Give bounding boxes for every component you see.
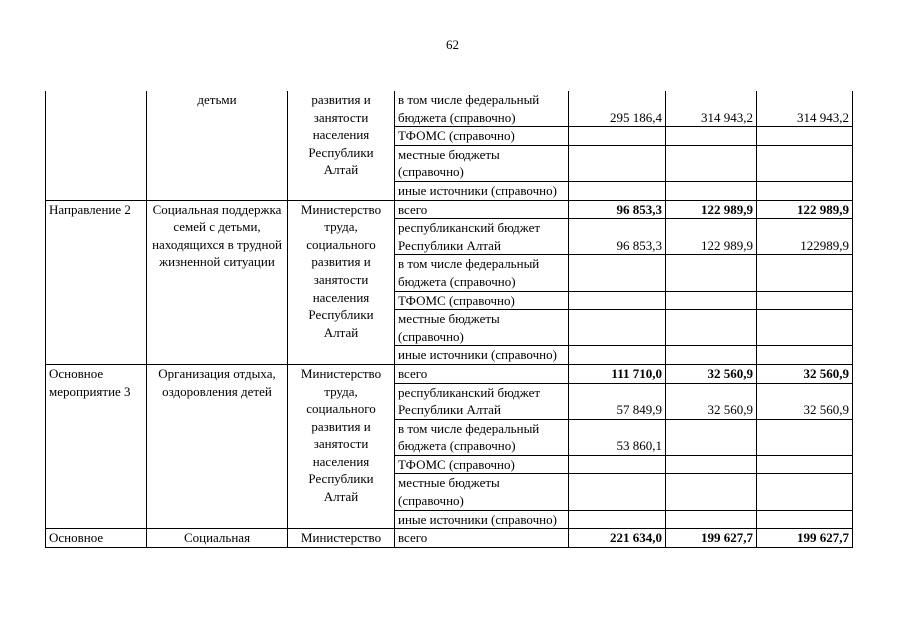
value-cell: 111 710,0 — [569, 364, 666, 383]
funding-source-cell: в том числе федеральный бюджета (справочно) — [395, 255, 569, 291]
value-cell — [569, 181, 666, 200]
activity-name-cell: детьми — [147, 91, 288, 200]
value-cell — [757, 145, 853, 181]
value-cell — [757, 419, 853, 455]
value-cell: 295 186,4 — [569, 91, 666, 127]
value-cell: 32 560,9 — [666, 364, 757, 383]
value-cell: 314 943,2 — [757, 91, 853, 127]
value-cell — [666, 455, 757, 474]
value-cell: 96 853,3 — [569, 200, 666, 219]
value-cell — [757, 291, 853, 310]
value-cell — [666, 291, 757, 310]
value-cell — [569, 145, 666, 181]
funding-source-cell: ТФОМС (справочно) — [395, 291, 569, 310]
value-cell: 32 560,9 — [666, 383, 757, 419]
value-cell — [666, 419, 757, 455]
value-cell: 199 627,7 — [666, 529, 757, 548]
value-cell — [569, 474, 666, 510]
value-cell — [757, 181, 853, 200]
activity-code-cell — [46, 91, 147, 200]
value-cell — [666, 310, 757, 346]
activity-code-cell: Направление 2 — [46, 200, 147, 364]
value-cell — [569, 510, 666, 529]
funding-source-cell: ТФОМС (справочно) — [395, 455, 569, 474]
value-cell — [569, 455, 666, 474]
value-cell: 32 560,9 — [757, 383, 853, 419]
value-cell: 122 989,9 — [666, 219, 757, 255]
value-cell — [666, 181, 757, 200]
value-cell: 53 860,1 — [569, 419, 666, 455]
funding-source-cell: иные источники (справочно) — [395, 510, 569, 529]
activity-name-cell: Организация отдыха, оздоровления детей — [147, 364, 288, 528]
activity-code-cell: Основное мероприятие 3 — [46, 364, 147, 528]
activity-name-cell: Социальная поддержка семей с детьми, находящихся в трудной жизненной ситуации — [147, 200, 288, 364]
activity-code-cell: Основное — [46, 529, 147, 548]
value-cell: 32 560,9 — [757, 364, 853, 383]
funding-source-cell: иные источники (справочно) — [395, 181, 569, 200]
value-cell — [757, 510, 853, 529]
executor-cell: Министерство — [288, 529, 395, 548]
funding-source-cell: республиканский бюджет Республики Алтай — [395, 383, 569, 419]
value-cell: 221 634,0 — [569, 529, 666, 548]
value-cell — [757, 346, 853, 365]
value-cell — [757, 127, 853, 146]
table-row — [46, 529, 853, 548]
value-cell — [666, 127, 757, 146]
funding-source-cell: всего — [395, 529, 569, 548]
executor-cell: Министерство труда, социального развития и занятости населения Республики Алтай — [288, 364, 395, 528]
page-number: 62 — [446, 37, 459, 52]
table-row — [46, 200, 853, 219]
value-cell: 122989,9 — [757, 219, 853, 255]
value-cell — [666, 346, 757, 365]
funding-source-cell: в том числе федеральный бюджета (справочно) — [395, 91, 569, 127]
value-cell — [569, 346, 666, 365]
value-cell — [569, 127, 666, 146]
value-cell — [666, 145, 757, 181]
value-cell — [757, 255, 853, 291]
value-cell: 122 989,9 — [666, 200, 757, 219]
value-cell — [757, 474, 853, 510]
funding-source-cell: в том числе федеральный бюджета (справочно) — [395, 419, 569, 455]
value-cell — [666, 255, 757, 291]
budget-table — [45, 91, 853, 548]
funding-source-cell: местные бюджеты (справочно) — [395, 145, 569, 181]
executor-cell: Министерство труда, социального развития и занятости населения Республики Алтай — [288, 200, 395, 364]
funding-source-cell: всего — [395, 200, 569, 219]
value-cell: 122 989,9 — [757, 200, 853, 219]
funding-source-cell: иные источники (справочно) — [395, 346, 569, 365]
value-cell — [569, 310, 666, 346]
funding-source-cell: местные бюджеты (справочно) — [395, 474, 569, 510]
funding-source-cell: ТФОМС (справочно) — [395, 127, 569, 146]
table-row — [46, 91, 853, 127]
table-row — [46, 364, 853, 383]
funding-source-cell: всего — [395, 364, 569, 383]
executor-cell: развития и занятости населения Республики Алтай — [288, 91, 395, 200]
value-cell — [757, 455, 853, 474]
value-cell — [569, 291, 666, 310]
activity-name-cell: Социальная — [147, 529, 288, 548]
value-cell — [569, 255, 666, 291]
value-cell — [666, 510, 757, 529]
funding-source-cell: местные бюджеты (справочно) — [395, 310, 569, 346]
value-cell: 96 853,3 — [569, 219, 666, 255]
funding-source-cell: республиканский бюджет Республики Алтай — [395, 219, 569, 255]
value-cell — [666, 474, 757, 510]
value-cell: 199 627,7 — [757, 529, 853, 548]
value-cell — [757, 310, 853, 346]
value-cell: 57 849,9 — [569, 383, 666, 419]
value-cell: 314 943,2 — [666, 91, 757, 127]
